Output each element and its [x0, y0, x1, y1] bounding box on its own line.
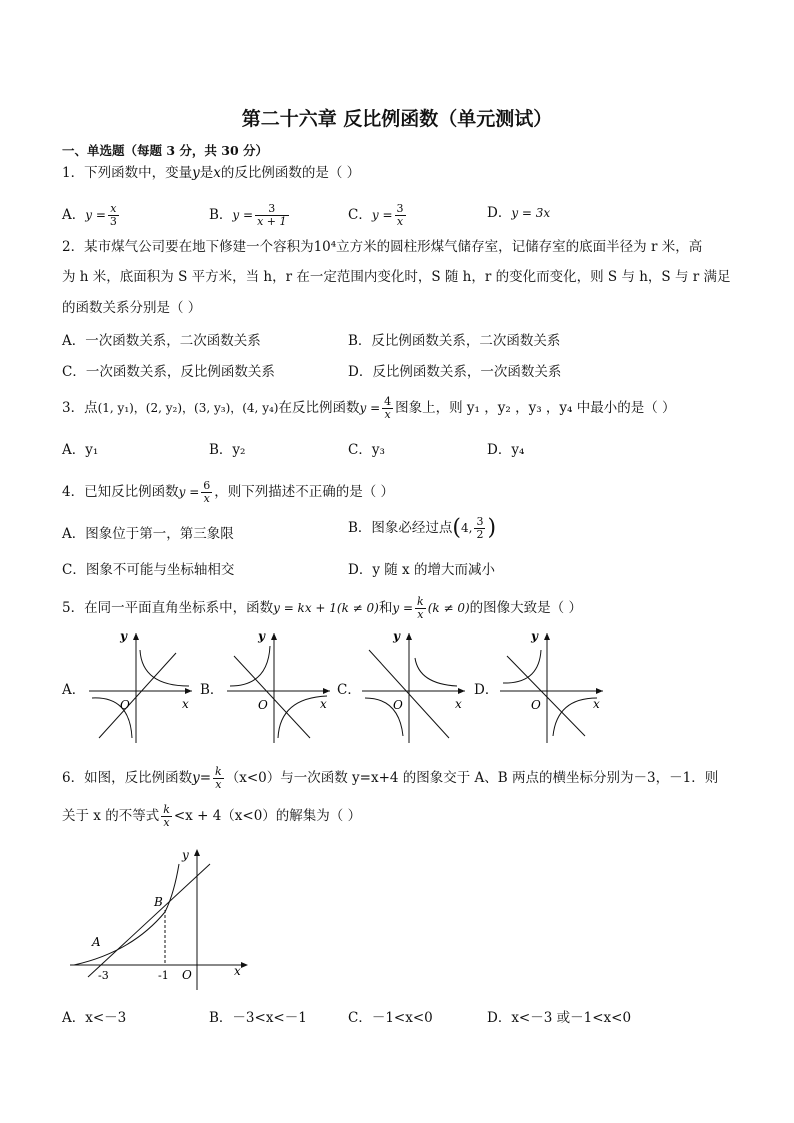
q2-option-b[interactable]: B．反比例函数关系，二次函数关系: [348, 333, 561, 349]
q1-option-c[interactable]: C．y = $\frac{3}{x}$: [348, 202, 404, 228]
q5-graph-c[interactable]: [357, 628, 469, 746]
q6-stem-line2: 关于 x 的不等式 $\frac{k}{x}$ <x + 4（x<0）的解集为（ ）: [62, 803, 362, 829]
q5d-x-label: x: [593, 697, 600, 711]
q4-option-c[interactable]: C．图象不可能与坐标轴相交: [62, 562, 235, 578]
q5a-y-label: y: [120, 629, 127, 643]
q6-figure: [62, 842, 262, 992]
q4-option-d[interactable]: D．y 随 x 的增大而减小: [348, 562, 495, 578]
q5a-x-label: x: [182, 697, 189, 711]
q3-stem: 3．点(1, y₁)，(2, y₂)，(3, y₃)，(4, y₄)在反比例函数y = $\frac{4}{x}$ 图象上，则 y₁ ，y₂ ，y₃ ，y₄ 中最小的是（ ）: [62, 395, 676, 421]
q6-option-b[interactable]: B．－3<x<－1: [209, 1010, 307, 1026]
q3-option-b[interactable]: B．y₂: [209, 442, 246, 458]
q6-option-d[interactable]: D．x<－3 或－1<x<0: [487, 1010, 632, 1026]
q5-label-a[interactable]: A．: [62, 682, 86, 698]
q1-option-d[interactable]: D．y = 3x: [487, 205, 551, 221]
q3-option-a[interactable]: A．y₁: [62, 442, 99, 458]
section-heading: 一、单选题（每题 3 分，共 30 分）: [62, 143, 269, 158]
q5-label-d[interactable]: D．: [474, 682, 499, 698]
q5a-origin: O: [120, 698, 130, 712]
q6-y-label: y: [182, 848, 189, 862]
q6-tick-neg1: -1: [158, 969, 169, 982]
q4-stem: 4．已知反比例函数y = $\frac{6}{x}$ ，则下列描述不正确的是（ ）: [62, 479, 395, 505]
q6-point-a: A: [92, 935, 101, 949]
q5-label-b[interactable]: B．: [200, 682, 224, 698]
q2-option-a[interactable]: A．一次函数关系，二次函数关系: [62, 333, 261, 349]
q6-point-b: B: [154, 895, 163, 909]
q2-stem-line3: 的函数关系分别是（ ）: [62, 300, 202, 316]
q5d-origin: O: [531, 698, 541, 712]
q3-option-c[interactable]: C．y₃: [348, 442, 385, 458]
q2-option-d[interactable]: D．反比例函数关系，一次函数关系: [348, 364, 562, 380]
q5-graph-d[interactable]: [495, 628, 607, 746]
q1-option-b[interactable]: B．y = $\frac{3}{x + 1}$: [209, 202, 287, 228]
page-title: 第二十六章 反比例函数（单元测试）: [241, 108, 553, 130]
q5b-x-label: x: [320, 697, 327, 711]
q1-stem: 1．下列函数中，变量y是x的反比例函数的是（ ）: [62, 165, 361, 181]
q6-origin: O: [182, 968, 192, 982]
q5-stem: 5．在同一平面直角坐标系中，函数y = kx + 1(k ≠ 0)和y = $\frac{k}{x}$ (k ≠ 0)的图像大致是（ ）: [62, 595, 582, 621]
q5c-x-label: x: [455, 697, 462, 711]
q5b-origin: O: [258, 698, 268, 712]
q4-option-b[interactable]: B．图象必经过点(4, $\frac{3}{2}$ ): [348, 515, 497, 541]
q5-graph-b[interactable]: [222, 628, 334, 746]
q5-graph-a[interactable]: [84, 628, 196, 746]
q6-option-c[interactable]: C．－1<x<0: [348, 1010, 433, 1026]
q6-option-a[interactable]: A．x<－3: [62, 1010, 127, 1026]
q4-option-a[interactable]: A．图象位于第一，第三象限: [62, 526, 234, 542]
q5c-origin: O: [393, 698, 403, 712]
q5c-y-label: y: [393, 629, 400, 643]
q6-x-label: x: [234, 964, 241, 978]
q5b-y-label: y: [258, 629, 265, 643]
q3-option-d[interactable]: D．y₄: [487, 442, 525, 458]
q2-stem-line1: 2．某市煤气公司要在地下修建一个容积为10⁴立方米的圆柱形煤气储存室，记储存室的底面半径为 r 米，高: [62, 239, 703, 255]
q1-option-a[interactable]: A．y = $\frac{x}{3}$: [62, 202, 117, 228]
q2-stem-line2: 为 h 米，底面积为 S 平方米，当 h，r 在一定范围内变化时，S 随 h，r 的变化而变化，则 S 与 h，S 与 r 满足: [62, 269, 731, 285]
q6-tick-neg3: -3: [98, 969, 109, 982]
q5d-y-label: y: [531, 629, 538, 643]
q2-option-c[interactable]: C．一次函数关系，反比例函数关系: [62, 364, 275, 380]
q6-stem-line1: 6．如图，反比例函数y= $\frac{k}{x}$ （x<0）与一次函数 y=x+4 的图象交于 A、B 两点的横坐标分别为－3，－1．则: [62, 765, 719, 791]
q5-label-c[interactable]: C．: [337, 682, 361, 698]
